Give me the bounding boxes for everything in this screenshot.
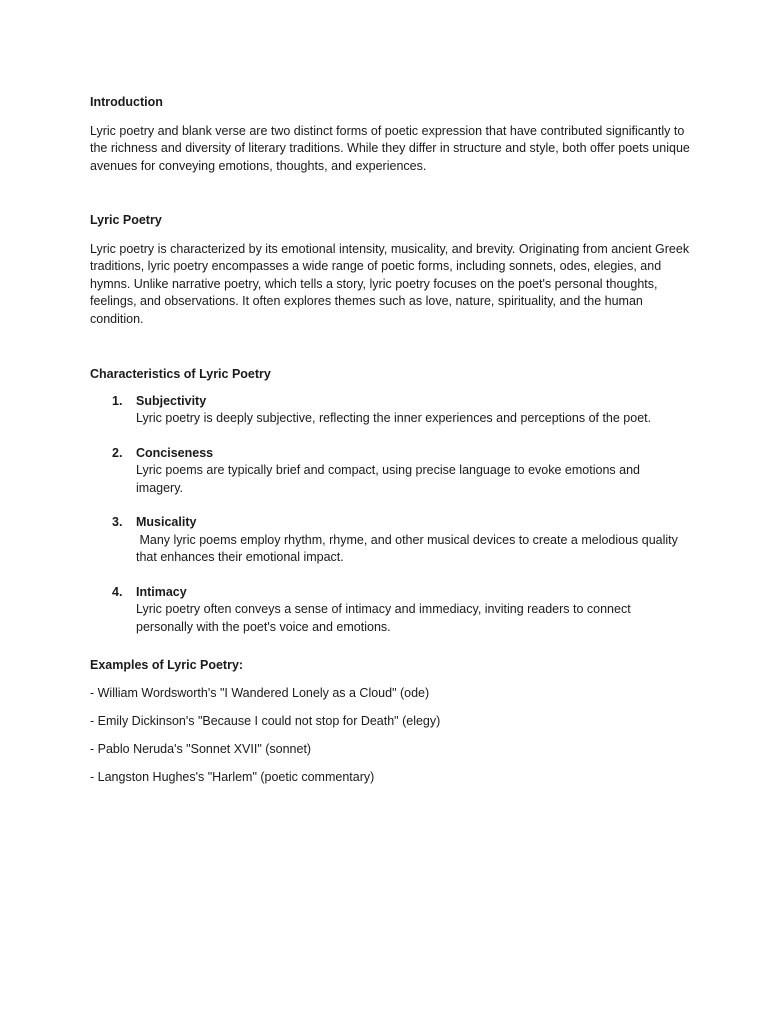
lyric-poetry-paragraph: Lyric poetry is characterized by its emotional intensity, musicality, and brevity. Originating from ancient Greek traditions, lyric poetry encompasses a wide range of poetic forms, including sonnets, odes, elegies, and hymns. Unlike narrative poetry, which tells a story, lyric poetry focuses on the poet's personal thoughts, feelings, and observations. It often explores themes such as love, nature, spirituality, and the human condition. <box>90 241 690 326</box>
characteristics-list <box>90 393 690 637</box>
characteristic-title: Intimacy <box>136 584 187 599</box>
characteristic-item-conciseness <box>90 445 690 498</box>
document-page <box>90 94 690 797</box>
list-number: 3. <box>112 515 123 529</box>
characteristic-description: Lyric poetry is deeply subjective, reflecting the inner experiences and perceptions of the poet. <box>136 411 652 425</box>
characteristic-item-intimacy <box>90 584 690 637</box>
introduction-paragraph: Lyric poetry and blank verse are two distinct forms of poetic expression that have contributed significantly to the richness and diversity of literary traditions. While they differ in structure and style, both offer poets unique avenues for conveying emotions, thoughts, and experiences. <box>90 123 690 173</box>
characteristic-description: Lyric poetry often conveys a sense of intimacy and immediacy, inviting readers to connect personally with the poet's voice and emotions. <box>136 602 631 634</box>
lyric-poetry-heading: Lyric Poetry <box>90 213 162 227</box>
characteristics-heading: Characteristics of Lyric Poetry <box>90 367 271 381</box>
characteristic-description: Lyric poems are typically brief and compact, using precise language to evoke emotions and imagery. <box>136 463 640 495</box>
example-item: - Langston Hughes's "Harlem" (poetic commentary) <box>90 769 375 784</box>
example-item: - William Wordsworth's "I Wandered Lonely as a Cloud" (ode) <box>90 685 430 700</box>
examples-list <box>90 685 690 787</box>
example-item: - Pablo Neruda's "Sonnet XVII" (sonnet) <box>90 741 312 756</box>
example-item: - Emily Dickinson's "Because I could not stop for Death" (elegy) <box>90 713 441 728</box>
list-number: 2. <box>112 445 123 460</box>
characteristic-item-subjectivity <box>90 393 690 428</box>
characteristic-description: Many lyric poems employ rhythm, rhyme, and other musical devices to create a melodious quality that enhances their emotional impact. <box>136 532 682 564</box>
characteristic-title: Subjectivity <box>136 393 207 408</box>
characteristic-title: Musicality <box>136 515 197 529</box>
introduction-heading: Introduction <box>90 95 163 109</box>
characteristic-title: Conciseness <box>136 445 214 460</box>
list-number: 4. <box>112 584 123 599</box>
characteristic-item-musicality <box>90 514 690 567</box>
list-number: 1. <box>112 393 123 408</box>
examples-heading: Examples of Lyric Poetry: <box>90 658 244 672</box>
